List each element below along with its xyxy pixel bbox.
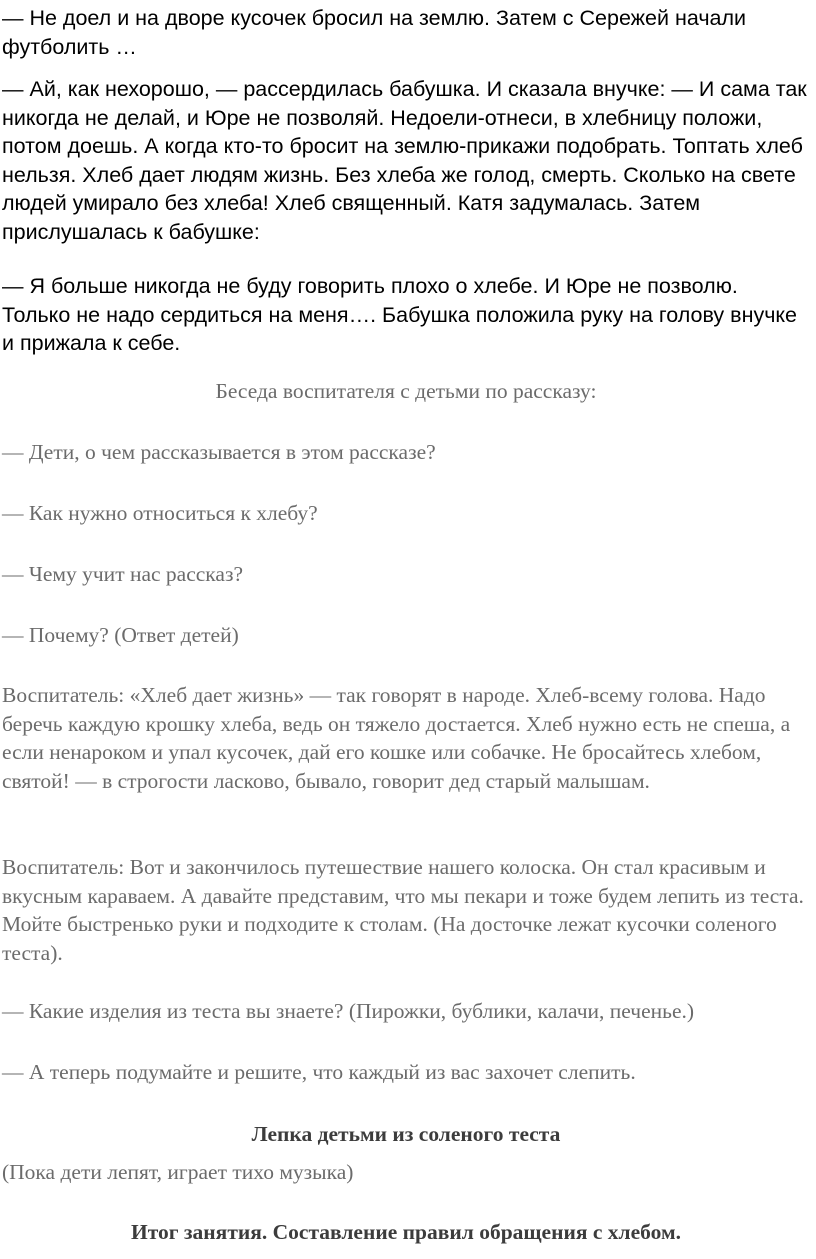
story-paragraph-3: — Я больше никогда не буду говорить плохо о хлебе. И Юре не позволю. Только не надо сердиться на меня…. Бабушка положила руку на голову внучке и прижала к себе. [2, 274, 797, 355]
question-3: — Чему учит нас рассказ? [2, 562, 244, 586]
question-6: — А теперь подумайте и решите, что каждый из вас захочет слепить. [2, 1060, 636, 1084]
question-4: — Почему? (Ответ детей) [2, 623, 239, 647]
discussion-heading: Беседа воспитателя с детьми по рассказу: [215, 379, 597, 403]
summary-heading: Итог занятия. Составление правил обращения с хлебом. [131, 1220, 681, 1244]
question-5: — Какие изделия из теста вы знаете? (Пирожки, бублики, калачи, печенье.) [2, 999, 695, 1023]
teacher-paragraph-1: Воспитатель: «Хлеб дает жизнь» — так говорят в народе. Хлеб-всему голова. Надо беречь каждую крошку хлеба, ведь он тяжело достается. Хлеб нужно есть не спеша, а если ненароком и упал кусочек, дай его кошке или собачке. Не бросайтесь хлебом, святой! — в строгости ласково, бывало, говорит дед старый малышам. [2, 683, 791, 793]
story-paragraph-1: — Не доел и на дворе кусочек бросил на землю. Затем с Сережей начали футболить … [2, 6, 747, 59]
question-2: — Как нужно относиться к хлебу? [2, 501, 318, 525]
story-paragraph-2: — Ай, как нехорошо, — рассердилась бабушка. И сказала внучке: — И сама так никогда не делай, и Юре не позволяй. Недоели-отнеси, в хлебницу положи, потом доешь. А когда кто-то бросит на землю-прикажи подобрать. Топтать хлеб нельзя. Хлеб дает людям жизнь. Без хлеба же голод, смерть. Сколько на свете людей умирало без хлеба! Хлеб священный. Катя задумалась. Затем прислушалась к бабушке: [2, 77, 807, 244]
modeling-heading: Лепка детьми из соленого теста [251, 1122, 561, 1146]
modeling-note: (Пока дети лепят, играет тихо музыка) [2, 1160, 354, 1184]
teacher-paragraph-2: Воспитатель: Вот и закончилось путешествие нашего колоска. Он стал красивым и вкусным караваем. А давайте представим, что мы пекари и тоже будем лепить из теста. Мойте быстренько руки и подходите к столам. (На досточке лежат кусочки соленого теста). [2, 855, 804, 965]
question-1: — Дети, о чем рассказывается в этом рассказе? [2, 440, 436, 464]
